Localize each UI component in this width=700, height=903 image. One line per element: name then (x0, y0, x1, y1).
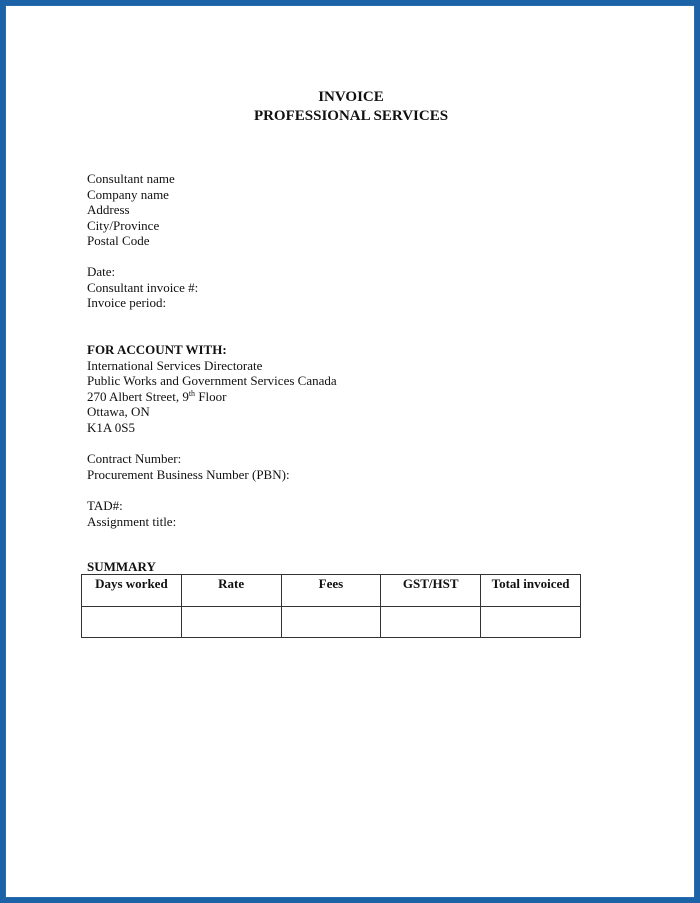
summary-table (81, 574, 581, 638)
account-postal: K1A 0S5 (87, 419, 136, 435)
street-superscript: th (188, 388, 196, 398)
street-prefix: 270 Albert Street, 9 (87, 388, 189, 404)
consultant-info (87, 171, 175, 249)
tad-label: TAD#: (87, 498, 123, 513)
col-gst-hst: GST/HST (381, 575, 481, 607)
account-street (87, 389, 337, 405)
invoice-date-label: Date: (87, 264, 116, 279)
invoice-period-label: Invoice period: (87, 295, 167, 311)
col-rate: Rate (181, 575, 281, 607)
company-name: Company name (87, 186, 169, 202)
account-heading: FOR ACCOUNT WITH: (87, 342, 227, 357)
col-days-worked: Days worked (82, 575, 182, 607)
invoice-subtitle: PROFESSIONAL SERVICES (253, 108, 449, 124)
account-info (87, 342, 337, 436)
invoice-details (87, 264, 198, 311)
cell-fees (281, 607, 381, 638)
summary-header-row (82, 575, 581, 607)
col-total-invoiced: Total invoiced (481, 575, 581, 607)
consultant-city: City/Province (87, 217, 160, 233)
cell-days-worked (82, 607, 182, 638)
contract-info (87, 451, 290, 482)
street-suffix: Floor (195, 388, 227, 404)
cell-rate (181, 607, 281, 638)
tad-info (87, 498, 176, 529)
pbn-label: Procurement Business Number (PBN): (87, 466, 290, 482)
account-line2: Public Works and Government Services Canada (87, 373, 337, 389)
summary-data-row (82, 607, 581, 638)
summary-heading: SUMMARY (87, 559, 156, 574)
account-city: Ottawa, ON (87, 404, 150, 420)
document-page (5, 5, 695, 898)
cell-gst-hst (381, 607, 481, 638)
invoice-number-label: Consultant invoice #: (87, 279, 199, 295)
account-line1: International Services Directorate (87, 357, 263, 373)
assignment-title-label: Assignment title: (87, 513, 177, 529)
consultant-postal: Postal Code (87, 233, 150, 249)
contract-number-label: Contract Number: (87, 451, 182, 466)
cell-total-invoiced (481, 607, 581, 638)
consultant-name: Consultant name (87, 171, 175, 186)
col-fees: Fees (281, 575, 381, 607)
consultant-address: Address (87, 202, 130, 218)
invoice-title: INVOICE (318, 89, 384, 105)
